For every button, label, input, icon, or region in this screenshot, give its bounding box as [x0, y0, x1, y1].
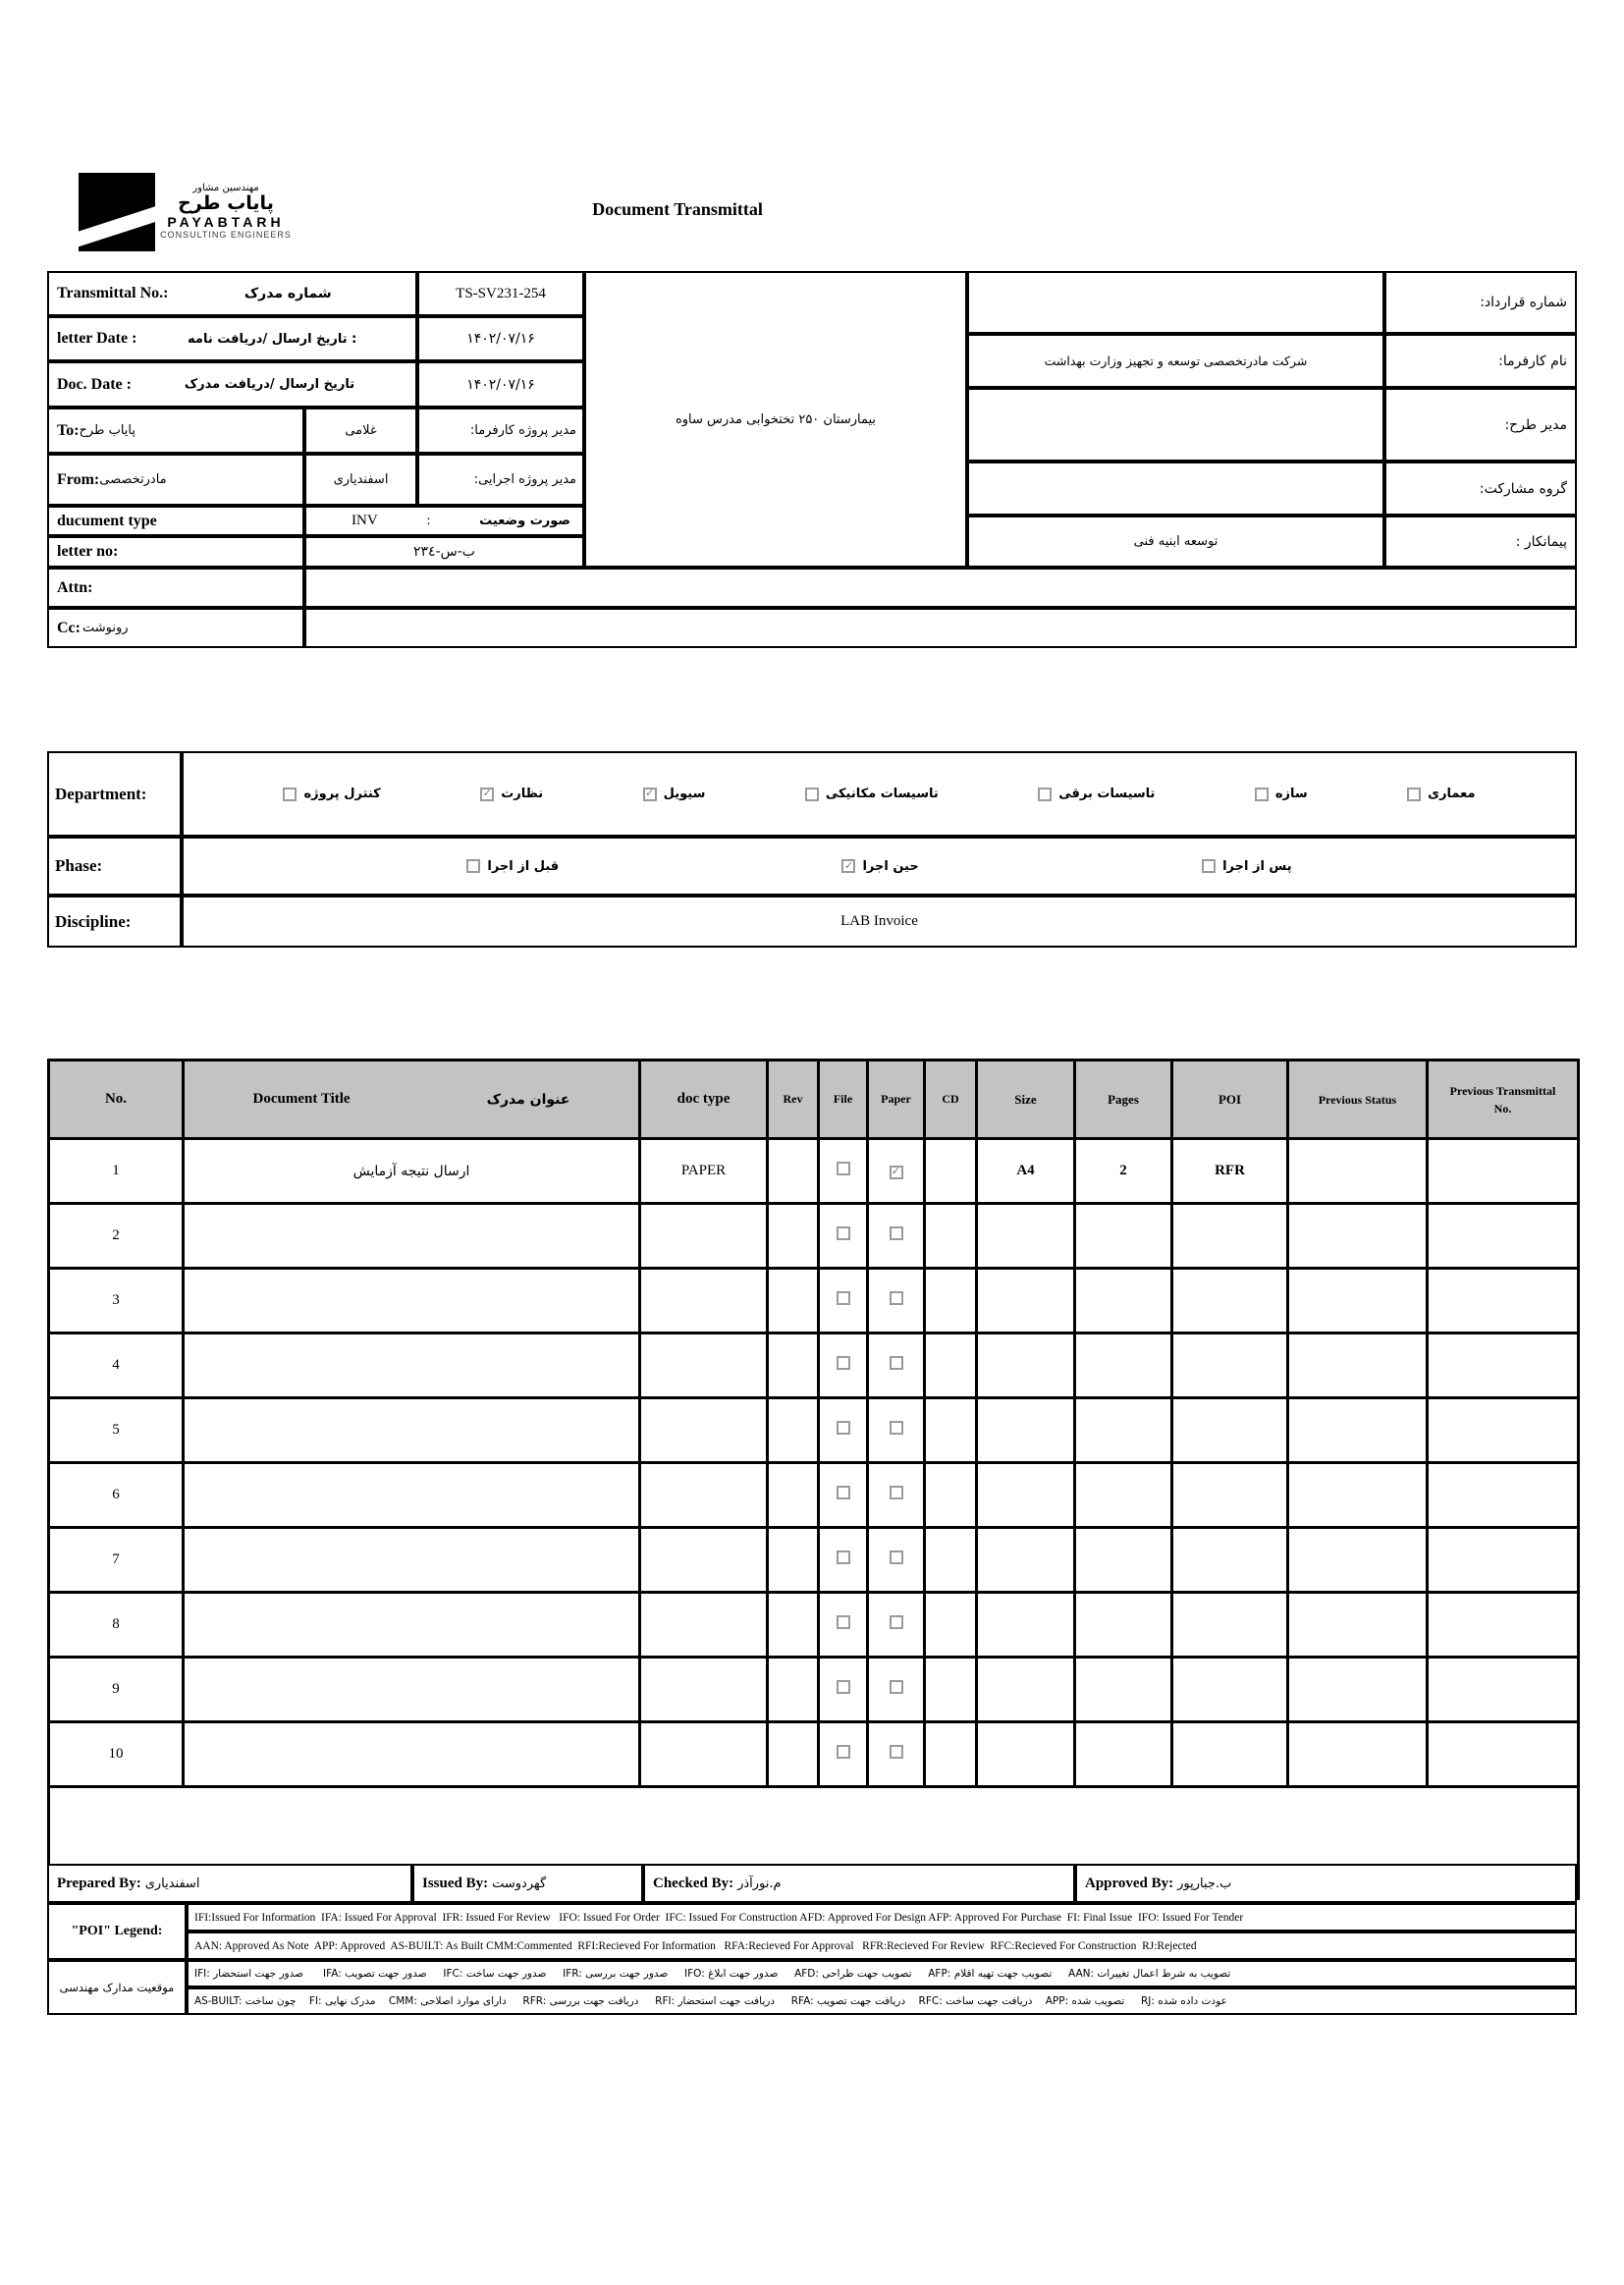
phase-checkbox[interactable]: ✓: [841, 859, 855, 873]
document-table-row: [49, 1658, 1579, 1722]
row-no: 9: [49, 1658, 184, 1722]
logo-slash-icon: [79, 201, 155, 248]
col-header-poi: POI: [1172, 1061, 1288, 1139]
row-cd: [925, 1204, 977, 1269]
discipline-label: Discipline:: [55, 911, 132, 931]
department-item: [480, 787, 543, 801]
row-pages: 2: [1075, 1139, 1172, 1204]
row-poi: [1172, 1528, 1288, 1593]
department-checkbox-label: نظارت: [501, 787, 544, 801]
row-doctype: PAPER: [640, 1139, 768, 1204]
row-file-cell: [819, 1333, 868, 1398]
project-name-cell: بیمارستان ۲۵۰ تختخوابی مدرس ساوه: [584, 271, 967, 568]
row-poi: RFR: [1172, 1139, 1288, 1204]
row-poi: [1172, 1333, 1288, 1398]
row-pages: [1075, 1204, 1172, 1269]
doctype-value: INV: [352, 513, 378, 528]
row-paper-cell: [868, 1722, 925, 1787]
file-checkbox[interactable]: [837, 1162, 850, 1175]
row-title: [184, 1463, 640, 1528]
department-checkbox-row: [184, 787, 1575, 801]
paper-checkbox[interactable]: [890, 1745, 903, 1759]
phase-item: [1202, 859, 1292, 874]
row-doctype: [640, 1593, 768, 1658]
row-size: [977, 1333, 1075, 1398]
row-cd: [925, 1139, 977, 1204]
letter-no-label-cell: [47, 536, 304, 568]
prepared-by-name: اسفندیاری: [144, 1876, 200, 1891]
row-file-cell: [819, 1269, 868, 1333]
row-doctype: [640, 1269, 768, 1333]
department-checkbox-label: سیویل: [663, 787, 706, 801]
client-label: نام کارفرما:: [1384, 334, 1577, 388]
transmittal-no-label-fa: شماره مدرک: [244, 286, 332, 301]
row-no: 4: [49, 1333, 184, 1398]
row-poi: [1172, 1722, 1288, 1787]
row-prev-transmittal: [1428, 1333, 1579, 1398]
to-cell: [47, 408, 304, 454]
col-header-cd: CD: [925, 1061, 977, 1139]
row-rev: [768, 1593, 819, 1658]
letter-date-label-en: letter Date :: [57, 330, 137, 347]
phase-label-cell: [47, 837, 182, 896]
document-table-row: [49, 1269, 1579, 1333]
row-paper-cell: [868, 1204, 925, 1269]
logo-text-block: [157, 183, 295, 240]
row-paper-cell: [868, 1333, 925, 1398]
row-poi: [1172, 1204, 1288, 1269]
attn-value-cell: [304, 568, 1577, 608]
cc-label-cell: [47, 608, 304, 648]
row-pages: [1075, 1722, 1172, 1787]
row-pages: [1075, 1528, 1172, 1593]
doc-date-label-en: Doc. Date :: [57, 375, 132, 393]
row-pages: [1075, 1463, 1172, 1528]
row-size: [977, 1398, 1075, 1463]
department-checkbox-label: تاسیسات مکانیکی: [825, 787, 939, 801]
row-doctype: [640, 1204, 768, 1269]
attn-label: Attn:: [57, 578, 93, 596]
transmittal-no-value: TS-SV231-254: [417, 271, 584, 316]
row-title: [184, 1722, 640, 1787]
row-rev: [768, 1269, 819, 1333]
row-size: [977, 1593, 1075, 1658]
row-size: [977, 1204, 1075, 1269]
department-checkbox[interactable]: ✓: [480, 788, 494, 801]
from-label: From:: [57, 470, 100, 488]
letter-date-label-fa: تاریخ ارسال /دریافت نامه :: [188, 331, 357, 347]
row-prev-status: [1288, 1593, 1428, 1658]
row-title: [184, 1398, 640, 1463]
row-no: 1: [49, 1139, 184, 1204]
cc-value-cell: [304, 608, 1577, 648]
row-rev: [768, 1463, 819, 1528]
poi-legend-line2: AAN: Approved As Note APP: Approved AS-BUILT: As Built CMM:Commented RFI:Recieved For Information RFA:Recieved For Approval RFR:Recieved For Review RFC:Recieved For Construction RJ:Rejected: [187, 1931, 1577, 1960]
row-pages: [1075, 1269, 1172, 1333]
department-checkbox-label: کنترل پروژه: [303, 787, 381, 801]
from-fa-label: مدیر پروژه اجرایی:: [417, 454, 584, 506]
letter-no-value: ۲۳٤‎-‎س‎-‎ب: [304, 536, 584, 568]
col-header-title-en: Document Title: [252, 1091, 351, 1107]
poi-legend-line1: IFI:Issued For Information IFA: Issued For Approval IFR: Issued For Review IFO: Issued For Order IFC: Issued For Construction AFD: Approved For Design AFP: Approved For Purchase FI: Final Issue IFO: Issued For Tender: [187, 1903, 1577, 1931]
transmittal-no-label-cell: [47, 271, 417, 316]
department-item: [1407, 787, 1475, 801]
row-poi: [1172, 1463, 1288, 1528]
row-prev-status: [1288, 1269, 1428, 1333]
row-paper-cell: [868, 1658, 925, 1722]
checked-by-name: م.نورآذر: [737, 1876, 782, 1891]
row-poi: [1172, 1269, 1288, 1333]
cc-fa-label: رونوشت: [81, 621, 129, 635]
approved-by-label: Approved By:: [1085, 1875, 1174, 1891]
row-prev-transmittal: [1428, 1722, 1579, 1787]
row-poi: [1172, 1593, 1288, 1658]
department-items-cell: [182, 751, 1577, 837]
to-fa-label: مدیر پروژه کارفرما:: [417, 408, 584, 454]
document-table-row: [49, 1333, 1579, 1398]
phase-checkbox-row: [184, 859, 1575, 874]
row-rev: [768, 1722, 819, 1787]
paper-checkbox[interactable]: [890, 1486, 903, 1499]
cc-label: Cc:: [57, 619, 81, 636]
row-poi: [1172, 1658, 1288, 1722]
from-cell: [47, 454, 304, 506]
row-paper-cell: [868, 1398, 925, 1463]
row-paper-cell: [868, 1139, 925, 1204]
row-doctype: [640, 1463, 768, 1528]
partnership-value: [967, 462, 1384, 516]
row-prev-status: [1288, 1528, 1428, 1593]
row-prev-transmittal: [1428, 1204, 1579, 1269]
row-title: [184, 1333, 640, 1398]
approved-by-cell: [1075, 1864, 1577, 1903]
row-pages: [1075, 1333, 1172, 1398]
partnership-label: گروه مشارکت:: [1384, 462, 1577, 516]
row-doctype: [640, 1658, 768, 1722]
discipline-label-cell: [47, 896, 182, 948]
project-manager-value: [967, 388, 1384, 462]
row-doctype: [640, 1333, 768, 1398]
department-item: [805, 787, 939, 801]
row-file-cell: [819, 1204, 868, 1269]
phase-item: [466, 859, 559, 874]
row-prev-status: [1288, 1722, 1428, 1787]
row-cd: [925, 1333, 977, 1398]
row-size: [977, 1269, 1075, 1333]
col-header-paper: Paper: [868, 1061, 925, 1139]
row-cd: [925, 1593, 977, 1658]
row-rev: [768, 1658, 819, 1722]
department-checkbox[interactable]: [1407, 788, 1421, 801]
approved-by-name: ب.جبارپور: [1177, 1876, 1232, 1891]
file-checkbox[interactable]: [837, 1226, 850, 1240]
file-checkbox[interactable]: [837, 1745, 850, 1759]
document-table-row: [49, 1204, 1579, 1269]
prepared-by-cell: [47, 1864, 412, 1903]
from-value: مادرتخصصی: [99, 472, 167, 487]
contractor-label: پیمانکار :: [1384, 516, 1577, 568]
row-no: 7: [49, 1528, 184, 1593]
doc-date-value: ۱۴۰۲/۰۷/۱۶: [417, 361, 584, 408]
row-cd: [925, 1658, 977, 1722]
row-size: [977, 1463, 1075, 1528]
doctype-colon: :: [426, 513, 431, 528]
col-header-title: [184, 1061, 640, 1139]
transmittal-no-label-en: Transmittal No.:: [57, 285, 169, 301]
row-paper-cell: [868, 1528, 925, 1593]
row-prev-transmittal: [1428, 1463, 1579, 1528]
fa-legend-line2: AS-BUILT: چون ساخت FI: مدرک نهایی CMM: دارای موارد اصلاحی RFR: دریافت جهت بررسی RFI: دریافت جهت استحضار RFA: دریافت جهت تصویب RFC: دریافت جهت ساخت APP: تصویب شده RJ: عودت داده شده: [187, 1987, 1577, 2015]
prepared-by-label: Prepared By:: [57, 1875, 141, 1891]
row-prev-transmittal: [1428, 1528, 1579, 1593]
letter-no-label: letter no:: [57, 543, 119, 560]
document-table-row: [49, 1528, 1579, 1593]
to-value: پایاب طرح: [79, 423, 135, 438]
page-title: Document Transmittal: [592, 199, 763, 219]
paper-checkbox[interactable]: [890, 1680, 903, 1694]
col-header-prev-transmittal: Previous Transmittal No.: [1428, 1061, 1579, 1139]
department-checkbox-label: سازه: [1274, 787, 1308, 801]
col-header-no: No.: [49, 1061, 184, 1139]
contract-no-value: [967, 271, 1384, 334]
row-pages: [1075, 1398, 1172, 1463]
to-label: To:: [57, 421, 80, 439]
row-size: [977, 1658, 1075, 1722]
doctype-fa-label: صورت وضعیت: [479, 514, 570, 528]
paper-checkbox[interactable]: [890, 1551, 903, 1564]
issued-by-label: Issued By:: [422, 1875, 489, 1891]
row-prev-status: [1288, 1139, 1428, 1204]
department-label: Department:: [55, 784, 147, 803]
file-checkbox[interactable]: [837, 1421, 850, 1435]
row-prev-status: [1288, 1463, 1428, 1528]
row-paper-cell: [868, 1593, 925, 1658]
department-checkbox-label: معماری: [1428, 787, 1476, 801]
col-header-pages: Pages: [1075, 1061, 1172, 1139]
col-header-doctype: doc type: [640, 1061, 768, 1139]
file-checkbox[interactable]: [837, 1680, 850, 1694]
doctype-label: ducument type: [57, 512, 157, 529]
logo-fa-subtitle: مهندسین مشاور: [192, 183, 259, 193]
phase-label: Phase:: [55, 856, 103, 875]
row-file-cell: [819, 1722, 868, 1787]
row-doctype: [640, 1528, 768, 1593]
row-title: ارسال نتیجه آزمایش: [184, 1139, 640, 1204]
row-file-cell: [819, 1593, 868, 1658]
row-paper-cell: [868, 1269, 925, 1333]
doctype-label-cell: [47, 506, 304, 536]
document-table-header-row: [49, 1061, 1579, 1139]
row-size: [977, 1722, 1075, 1787]
row-rev: [768, 1139, 819, 1204]
project-manager-label: مدیر طرح:: [1384, 388, 1577, 462]
issued-by-name: گهردوست: [492, 1876, 547, 1891]
document-table-row: [49, 1463, 1579, 1528]
col-header-title-fa: عنوان مدرک: [486, 1091, 570, 1108]
row-title: [184, 1528, 640, 1593]
row-rev: [768, 1333, 819, 1398]
row-prev-status: [1288, 1398, 1428, 1463]
col-header-rev: Rev: [768, 1061, 819, 1139]
letter-date-label-cell: [47, 316, 417, 361]
department-checkbox[interactable]: [1038, 788, 1052, 801]
paper-checkbox[interactable]: [890, 1226, 903, 1240]
phase-checkbox-label: قبل از اجرا: [487, 858, 560, 874]
paper-checkbox[interactable]: ✓: [890, 1166, 903, 1179]
logo-fa-name: پایاب طرح: [178, 192, 274, 214]
paper-checkbox[interactable]: [890, 1421, 903, 1435]
row-title: [184, 1204, 640, 1269]
row-file-cell: [819, 1463, 868, 1528]
row-rev: [768, 1204, 819, 1269]
row-file-cell: [819, 1528, 868, 1593]
row-file-cell: [819, 1658, 868, 1722]
row-paper-cell: [868, 1463, 925, 1528]
document-table-row: [49, 1722, 1579, 1787]
row-no: 8: [49, 1593, 184, 1658]
row-pages: [1075, 1593, 1172, 1658]
row-prev-transmittal: [1428, 1593, 1579, 1658]
logo-en-name: PAYABTARH: [167, 213, 285, 230]
row-prev-status: [1288, 1333, 1428, 1398]
col-header-file: File: [819, 1061, 868, 1139]
row-file-cell: [819, 1139, 868, 1204]
doc-date-label-cell: [47, 361, 417, 408]
logo-en-subtitle: CONSULTING ENGINEERS: [160, 229, 292, 240]
phase-checkbox[interactable]: [466, 859, 480, 873]
client-value: شرکت مادرتخصصی توسعه و تجهیز وزارت بهداشت: [967, 334, 1384, 388]
contract-no-label: شماره قرارداد:: [1384, 271, 1577, 334]
phase-checkbox-label: حین اجرا: [862, 858, 919, 874]
row-prev-transmittal: [1428, 1658, 1579, 1722]
row-no: 5: [49, 1398, 184, 1463]
document-table-row: [49, 1593, 1579, 1658]
department-checkbox-label: تاسیسات برقی: [1058, 787, 1156, 801]
fa-legend-line1: IFI: صدور جهت استحضار IFA: صدور جهت تصویب IFC: صدور جهت ساخت IFR: صدور جهت بررسی IFO: صدور جهت ابلاغ AFD: تصویب جهت طراحی AFP: تصویب جهت تهیه اقلام AAN: تصویب به شرط اعمال تغییرات: [187, 1960, 1577, 1987]
row-no: 10: [49, 1722, 184, 1787]
row-title: [184, 1658, 640, 1722]
row-rev: [768, 1398, 819, 1463]
department-checkbox[interactable]: ✓: [643, 788, 657, 801]
issued-by-cell: [412, 1864, 643, 1903]
file-checkbox[interactable]: [837, 1291, 850, 1305]
phase-items-cell: [182, 837, 1577, 896]
department-checkbox[interactable]: [1255, 788, 1269, 801]
fa-legend-label: موقعیت مدارک مهندسی: [47, 1960, 187, 2015]
department-item: [1038, 787, 1155, 801]
document-table-row: [49, 1398, 1579, 1463]
row-prev-transmittal: [1428, 1269, 1579, 1333]
department-label-cell: [47, 751, 182, 837]
row-prev-transmittal: [1428, 1398, 1579, 1463]
file-checkbox[interactable]: [837, 1356, 850, 1370]
row-prev-transmittal: [1428, 1139, 1579, 1204]
row-pages: [1075, 1658, 1172, 1722]
department-item: [283, 787, 380, 801]
row-title: [184, 1269, 640, 1333]
phase-checkbox[interactable]: [1202, 859, 1216, 873]
document-table-row: [49, 1139, 1579, 1204]
row-cd: [925, 1398, 977, 1463]
row-cd: [925, 1269, 977, 1333]
department-checkbox[interactable]: [805, 788, 819, 801]
checked-by-cell: [643, 1864, 1075, 1903]
file-checkbox[interactable]: [837, 1486, 850, 1499]
col-header-size: Size: [977, 1061, 1075, 1139]
row-poi: [1172, 1398, 1288, 1463]
row-size: A4: [977, 1139, 1075, 1204]
row-size: [977, 1528, 1075, 1593]
company-logo-icon: [79, 173, 155, 251]
department-item: [1255, 787, 1308, 801]
row-cd: [925, 1722, 977, 1787]
department-checkbox[interactable]: [283, 788, 297, 801]
row-doctype: [640, 1398, 768, 1463]
row-title: [184, 1593, 640, 1658]
row-no: 6: [49, 1463, 184, 1528]
document-table: [47, 1059, 1580, 1900]
phase-item: [841, 859, 918, 874]
row-no: 2: [49, 1204, 184, 1269]
checked-by-label: Checked By:: [653, 1875, 734, 1891]
paper-checkbox[interactable]: [890, 1615, 903, 1629]
from-person: اسفندیاری: [304, 454, 417, 506]
col-header-prev-status: Previous Status: [1288, 1061, 1428, 1139]
row-prev-status: [1288, 1204, 1428, 1269]
paper-checkbox[interactable]: [890, 1356, 903, 1370]
row-rev: [768, 1528, 819, 1593]
file-checkbox[interactable]: [837, 1551, 850, 1564]
doctype-value-cell: [304, 506, 584, 536]
letter-date-value: ۱۴۰۲/۰۷/۱۶: [417, 316, 584, 361]
row-cd: [925, 1463, 977, 1528]
file-checkbox[interactable]: [837, 1615, 850, 1629]
doc-date-label-fa: تاریخ ارسال /دریافت مدرک: [184, 377, 355, 392]
contractor-value: توسعه ابنیه فنی: [967, 516, 1384, 568]
row-no: 3: [49, 1269, 184, 1333]
to-person: غلامی: [304, 408, 417, 454]
poi-legend-label: "POI" Legend:: [47, 1903, 187, 1960]
attn-label-cell: [47, 568, 304, 608]
paper-checkbox[interactable]: [890, 1291, 903, 1305]
row-doctype: [640, 1722, 768, 1787]
row-prev-status: [1288, 1658, 1428, 1722]
row-cd: [925, 1528, 977, 1593]
phase-checkbox-label: پس از اجرا: [1222, 858, 1292, 874]
department-item: [643, 787, 706, 801]
discipline-value: LAB Invoice: [182, 896, 1577, 948]
row-file-cell: [819, 1398, 868, 1463]
